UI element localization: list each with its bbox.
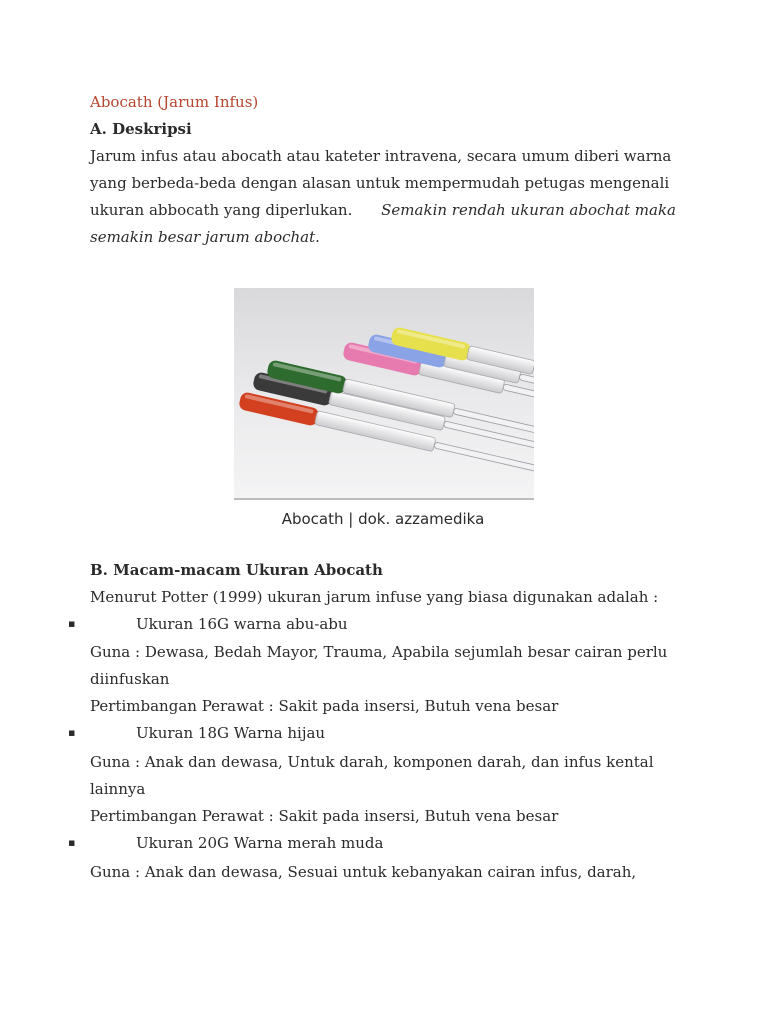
paragraph-line — [90, 173, 676, 193]
list-item — [68, 614, 676, 634]
guna-text: diinfuskan — [90, 670, 170, 688]
paragraph-line — [90, 146, 676, 166]
paragraph-text: Jarum infus atau abocath atau kateter intravena, secara umum diberi warna — [90, 147, 672, 165]
section-a-heading: A. Deskripsi — [90, 120, 192, 138]
list-item — [68, 723, 676, 743]
paragraph-text: ukuran abbocath yang diperlukan. — [90, 201, 353, 219]
guna-text: Guna : Anak dan dewasa, Untuk darah, komponen darah, dan infus kental — [90, 753, 654, 771]
list-item-label: Ukuran 20G Warna merah muda — [136, 834, 384, 852]
catheters-illustration — [234, 288, 534, 498]
bullet-icon: ▪ — [68, 836, 76, 849]
guna-text: Guna : Anak dan dewasa, Sesuai untuk kebanyakan cairan infus, darah, — [90, 863, 637, 881]
figure-caption: Abocath | dok. azzamedika — [281, 510, 485, 528]
paragraph-text: yang berbeda-beda dengan alasan untuk mempermudah petugas mengenali — [90, 174, 670, 192]
bullet-icon: ▪ — [68, 617, 76, 630]
paragraph-emphasis: Semakin rendah ukuran abochat maka — [381, 201, 676, 219]
pertimbangan-text: Pertimbangan Perawat : Sakit pada insersi, Butuh vena besar — [90, 807, 559, 825]
iv-catheters-photo — [234, 288, 534, 500]
paragraph-line — [90, 200, 676, 220]
document-title: Abocath (Jarum Infus) — [90, 93, 259, 111]
paragraph-emphasis-line: semakin besar jarum abochat. — [90, 228, 320, 246]
list-item-label: Ukuran 18G Warna hijau — [136, 724, 326, 742]
section-b-heading: B. Macam-macam Ukuran Abocath — [90, 561, 383, 579]
guna-text: lainnya — [90, 780, 146, 798]
pertimbangan-text: Pertimbangan Perawat : Sakit pada insersi, Butuh vena besar — [90, 697, 559, 715]
guna-text: Guna : Dewasa, Bedah Mayor, Trauma, Apabila sejumlah besar cairan perlu — [90, 643, 668, 661]
section-b-intro: Menurut Potter (1999) ukuran jarum infuse yang biasa digunakan adalah : — [90, 588, 659, 606]
list-item-label: Ukuran 16G warna abu-abu — [136, 615, 348, 633]
list-item — [68, 833, 676, 853]
bullet-icon: ▪ — [68, 726, 76, 739]
